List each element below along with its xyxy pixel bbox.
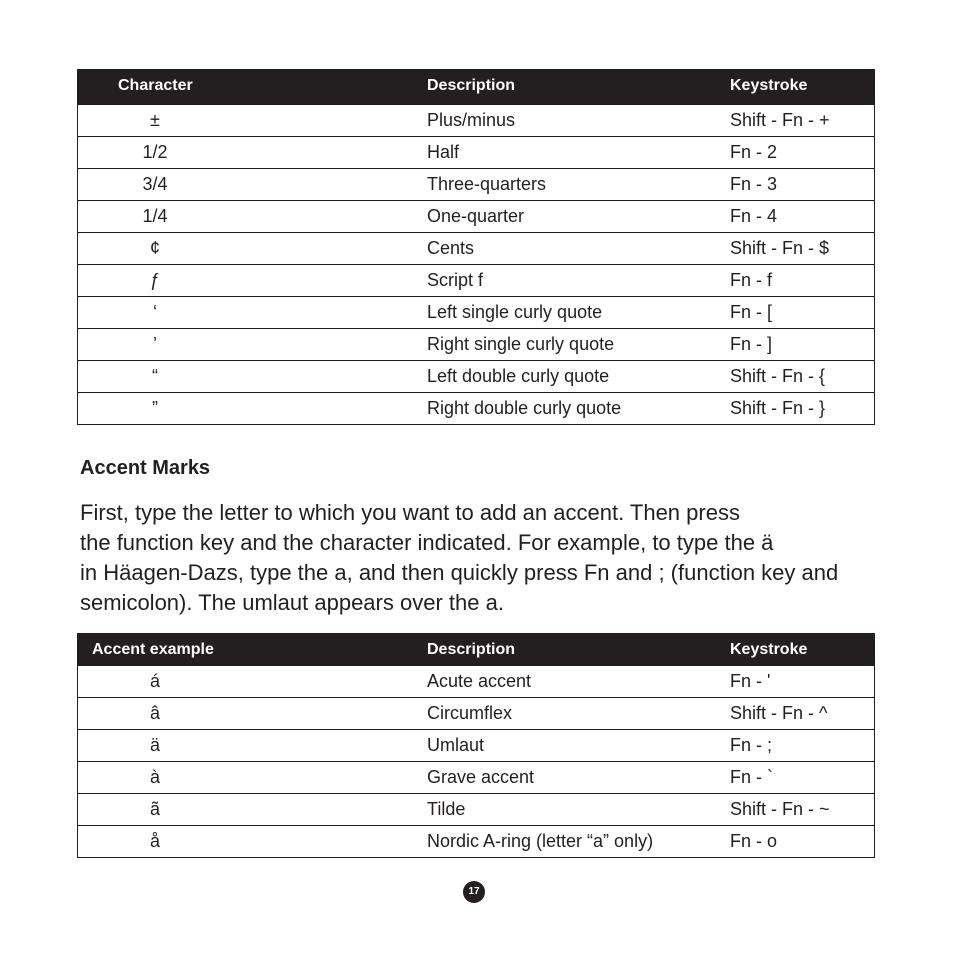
- keystroke-cell: Shift - Fn - ~: [730, 799, 830, 819]
- table-row: [78, 793, 874, 825]
- description-cell: Tilde: [427, 799, 466, 819]
- character-cell: ’: [153, 334, 157, 354]
- table-header: [78, 69, 874, 104]
- description-cell: Umlaut: [427, 735, 485, 755]
- paragraph-line: First, type the letter to which you want to add an accent. Then press: [80, 500, 740, 525]
- header-accent-example: Accent example: [92, 641, 214, 658]
- keystroke-cell: Fn - f: [730, 270, 773, 290]
- character-cell: ƒ: [149, 270, 160, 290]
- table-header: [78, 633, 874, 665]
- table-row: [78, 729, 874, 761]
- table-row: [78, 136, 874, 168]
- accent-cell: á: [149, 671, 160, 691]
- table-row: [78, 104, 874, 136]
- description-cell: Half: [427, 142, 460, 162]
- keystroke-cell: Shift - Fn - +: [730, 110, 830, 130]
- instructions-paragraph: [80, 498, 880, 618]
- description-cell: Acute accent: [427, 671, 532, 691]
- header-description: Description: [427, 641, 516, 658]
- table-row: [78, 232, 874, 264]
- keystroke-cell: Fn - [: [730, 302, 773, 322]
- table-row: [78, 200, 874, 232]
- character-cell: 3/4: [142, 174, 168, 194]
- header-character: Character: [118, 77, 193, 94]
- description-cell: Plus/minus: [427, 110, 516, 130]
- description-cell: Nordic A-ring (letter “a” only): [427, 831, 654, 851]
- table-row: [78, 328, 874, 360]
- character-cell: 1/4: [142, 206, 168, 226]
- header-keystroke: Keystroke: [730, 77, 808, 94]
- keystroke-cell: Shift - Fn - $: [730, 238, 830, 258]
- accent-marks-table: [77, 633, 875, 858]
- paragraph-line: in Häagen-Dazs, type the a, and then quickly press Fn and ; (function key and: [80, 560, 839, 585]
- keystroke-cell: Fn - 4: [730, 206, 778, 226]
- keystroke-cell: Fn - ]: [730, 334, 773, 354]
- description-cell: Cents: [427, 238, 475, 258]
- table-row: [78, 264, 874, 296]
- page-number: 17: [463, 881, 485, 903]
- table-row: [78, 360, 874, 392]
- keystroke-cell: Shift - Fn - ^: [730, 703, 828, 723]
- character-cell: “: [152, 366, 158, 386]
- keystroke-cell: Fn - ;: [730, 735, 773, 755]
- description-cell: One-quarter: [427, 206, 525, 226]
- header-description: Description: [427, 77, 516, 94]
- character-cell: ”: [152, 398, 158, 418]
- table-row: [78, 168, 874, 200]
- header-keystroke: Keystroke: [730, 641, 808, 658]
- character-cell: ‘: [153, 302, 157, 322]
- keystroke-cell: Fn - 3: [730, 174, 778, 194]
- description-cell: Three-quarters: [427, 174, 547, 194]
- character-cell: 1/2: [142, 142, 168, 162]
- description-cell: Script f: [427, 270, 484, 290]
- keystroke-cell: Shift - Fn - }: [730, 398, 826, 418]
- paragraph-line: semicolon). The umlaut appears over the a.: [80, 590, 504, 615]
- table-row: [78, 697, 874, 729]
- paragraph-line: the function key and the character indicated. For example, to type the ä: [80, 530, 774, 555]
- keystroke-cell: Fn - ': [730, 671, 771, 691]
- special-characters-table: [77, 69, 875, 425]
- table-row: [78, 665, 874, 697]
- accent-cell: à: [149, 767, 160, 787]
- character-cell: ¢: [149, 238, 160, 258]
- accent-cell: ã: [149, 799, 160, 819]
- character-cell: ±: [150, 110, 160, 130]
- keystroke-cell: Fn - o: [730, 831, 778, 851]
- description-cell: Left double curly quote: [427, 366, 610, 386]
- table-row: [78, 761, 874, 793]
- description-cell: Grave accent: [427, 767, 535, 787]
- keystroke-cell: Shift - Fn - {: [730, 366, 826, 386]
- table-row: [78, 296, 874, 328]
- accent-cell: ä: [149, 735, 160, 755]
- table-row: [78, 392, 874, 424]
- table-row: [78, 825, 874, 857]
- keystroke-cell: Fn - `: [730, 767, 773, 787]
- description-cell: Circumflex: [427, 703, 513, 723]
- accent-cell: å: [149, 831, 160, 851]
- keystroke-cell: Fn - 2: [730, 142, 778, 162]
- accent-cell: â: [149, 703, 160, 723]
- description-cell: Right double curly quote: [427, 398, 622, 418]
- section-heading: Accent Marks: [80, 457, 211, 479]
- description-cell: Right single curly quote: [427, 334, 615, 354]
- description-cell: Left single curly quote: [427, 302, 603, 322]
